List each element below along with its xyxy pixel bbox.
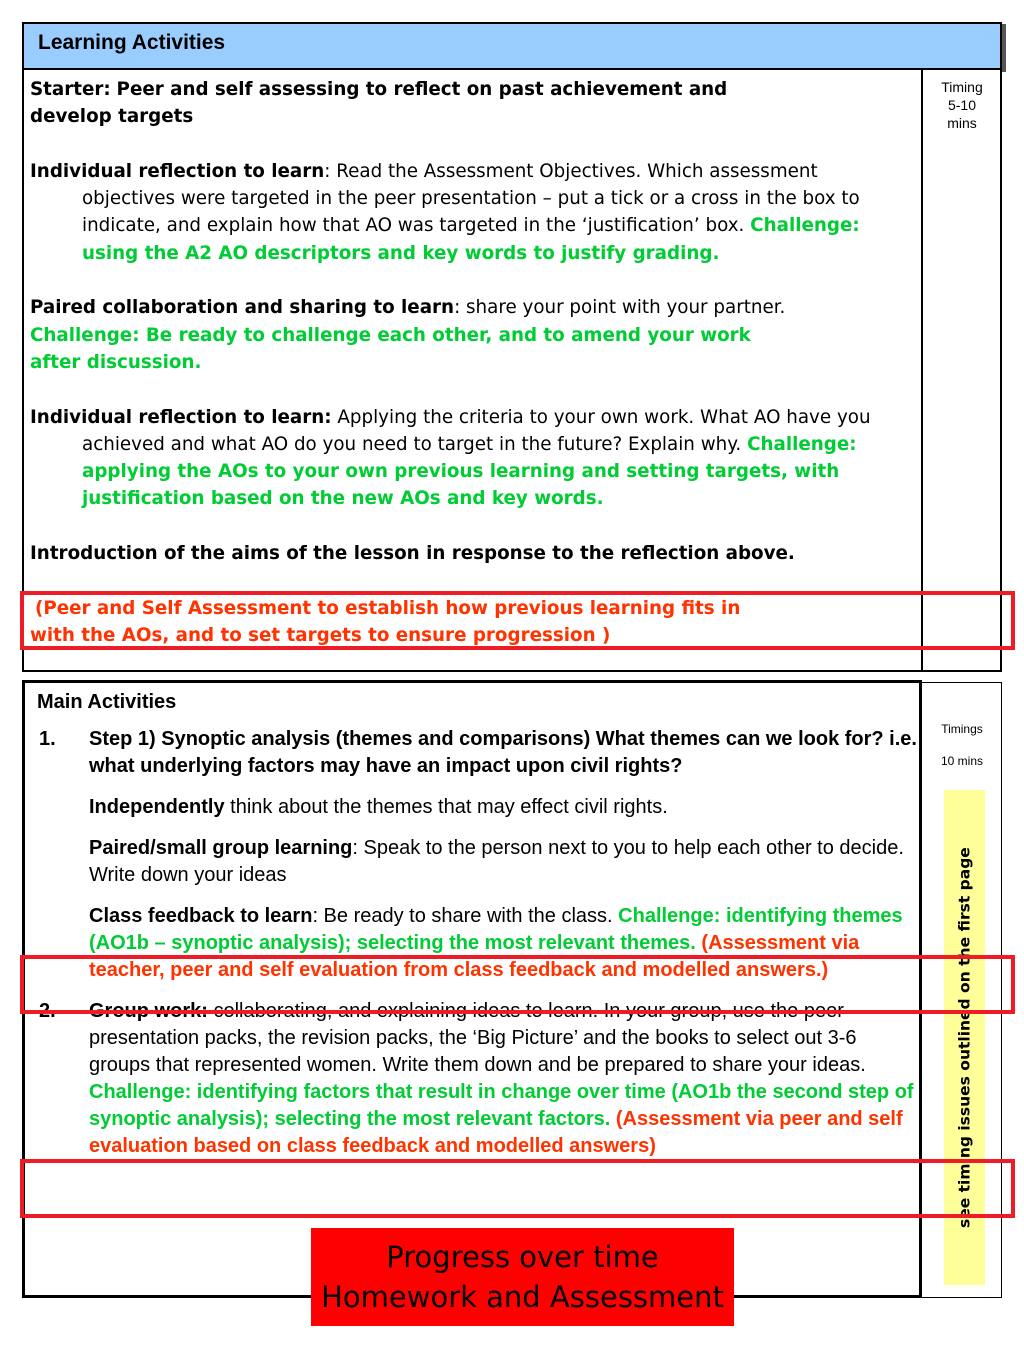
class-assessment-text: (Assessment via teacher, peer and self evaluation from class feedback and modelled answers.) [89,932,860,981]
column-divider [921,70,923,670]
highlight-box-assessment-1 [20,591,1015,650]
starter-line [30,76,760,131]
paired-challenge-text: Challenge: Be ready to challenge each other, and to amend your work after discussion. [30,324,751,373]
progress-title: Progress over time [386,1240,659,1274]
timings-label: Timings [941,722,983,736]
paired-collaboration-text: : share your point with your partner. [454,297,786,319]
group-work-text: collaborating, and explaining ideas to learn. In your group, use the peer presentation packs, the revision packs, the ‘Big Picture’ and the books to select out 3-6 groups that represented women. Write them down and be prepared to share your ideas. [89,1000,866,1076]
starter-label: Starter: [30,79,111,100]
class-feedback-label: Class feedback to learn [89,905,313,927]
individual-reflection-label: Individual reflection to learn [30,160,325,182]
individual-reflection-text: : Read the Assessment Objectives. Which assessment objectives were targeted in the peer presentation – put a tick or a cross in the box to indicate, and explain how that AO was targeted in the ‘justification’ box. [82,160,860,237]
group-assessment-text: (Assessment via peer and self evaluation based on class feedback and modelled answers) [89,1108,903,1157]
main-activities-content [37,689,917,1160]
main-activities-heading: Main Activities [37,691,177,713]
group-work-paragraph [89,998,917,1160]
highlight-box-assessment-2 [20,955,1015,1014]
timing-side-note-text: see timing issues outlined on the first page [955,847,974,1228]
learning-activities-table [22,22,1002,672]
list-item-2 [37,998,917,1160]
independently-paragraph [89,794,917,821]
paired-collaboration-label: Paired collaboration and sharing to learn [30,297,455,319]
list-number: 2. [39,1000,56,1022]
list-number: 1. [39,728,56,750]
paired-group-text: : Speak to the person next to you to help each other to decide. Write down your ideas [89,837,904,886]
individual-reflection-label-2: Individual reflection to learn: [30,406,332,428]
group-work-label: Group work: [89,1000,208,1022]
challenge-text: Challenge: using the A2 AO descriptors and key words to justify grading. [82,215,860,264]
individual-reflection-paragraph [30,158,910,267]
table-title: Learning Activities [38,31,226,54]
group-challenge-text: Challenge: identifying factors that result in change over time (AO1b the second step of synoptic analysis); selecting the most relevant factors. [89,1081,914,1130]
class-feedback-text: : Be ready to share with the class. [312,905,613,927]
individual-reflection-paragraph-2 [30,404,910,513]
highlight-box-assessment-3 [20,1159,1015,1218]
lesson-aims-intro: Introduction of the aims of the lesson in response to the reflection above. [30,543,795,565]
independently-label: Independently [89,796,225,818]
synoptic-analysis-step: Step 1) Synoptic analysis (themes and comparisons) What themes can we look for? i.e. what underlying factors may have an impact upon civil rights? [89,728,917,777]
progress-subtitle: Homework and Assessment [321,1280,724,1314]
paired-collaboration-paragraph [30,294,910,321]
timing-cell: Timing 5-10 mins [941,79,983,131]
table-header [24,24,1000,70]
paired-group-paragraph [89,835,917,889]
starter-text: Peer and self assessing to reflect on past achievement and develop targets [30,79,728,128]
independently-text: think about the themes that may effect civil rights. [230,796,668,818]
timings-value: 10 mins [940,754,984,768]
individual-reflection-text-2: Applying the criteria to your own work. What AO have you achieved and what AO do you need to target in the future? Explain why. [82,406,871,455]
peer-self-assessment-note: (Peer and Self Assessment to establish how previous learning fits in with the AOs, and to set targets to ensure progression ) [30,597,741,646]
challenge-text-2: Challenge: applying the AOs to your own previous learning and setting targets, with justification based on the new AOs and key words. [82,433,857,510]
starter-content [30,76,910,649]
list-item-1 [37,726,917,984]
paired-group-label: Paired/small group learning [89,837,353,859]
class-challenge-text: Challenge: identifying themes (AO1b – synoptic analysis); selecting the most relevant themes. [89,905,903,954]
progress-banner [311,1228,734,1326]
